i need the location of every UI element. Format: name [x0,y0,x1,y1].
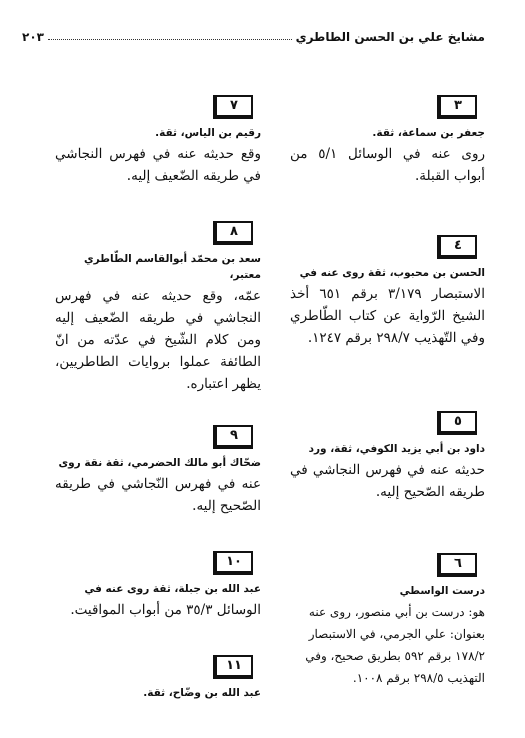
page-number: ٢٠٣ [22,30,44,44]
entry-5 [290,410,485,503]
entry-8 [55,220,261,395]
entry-body: الوسائل ٣٥/٣ من أبواب المواقيت. [70,602,261,618]
entry-4 [290,234,485,349]
header-dot-leader [48,39,292,40]
entry-number: ١١ [213,655,253,679]
entry-heading: سعد بن محمّد أبوالقاسم الطّاطري معتبر، [84,253,261,281]
entry-number: ٤ [437,235,477,259]
entry-9 [55,424,261,517]
entry-3 [290,94,485,187]
entry-number: ٦ [437,553,477,577]
entry-11 [55,654,261,701]
entry-heading: عبد الله بن جبلة، ثقة روى عنه في [84,583,261,595]
entry-number: ٣ [437,95,477,119]
entry-number: ٩ [213,425,253,449]
entry-body: حديثه عنه في فهرس النجاشي في طريقه الصّحيح إليه. [290,462,485,500]
entry-body: وقع حديثه عنه في فهرس النجاشي في طريقه الضّعيف إليه. [55,146,261,184]
entry-heading: داود بن أبي يزيد الكوفي، ثقة، ورد [308,443,485,455]
entry-heading: ضحّاك أبو مالك الحضرمي، ثقة نقة روى [58,457,261,469]
entry-7 [55,94,261,187]
entry-body: عمّه، وقع حديثه عنه في فهرس النجاشي في طريقه الضّعيف إليه ومن كلام الشّيخ في عدّته من انّ الطائفة عملوا بروايات الطاطريين، يظهر اعتباره. [55,288,261,392]
entry-body: عنه في فهرس النّجاشي في طريقه الصّحيح إليه. [55,476,261,514]
entry-body: هو: درست بن أبي منصور، روى عنه بعنوان: علي الجرمي، في الاستبصار ١٧٨/٢ برقم ٥٩٢ بطريق صحيح، وفي التهذيب ٢٩٨/٥ برقم ١٠٠٨. [305,605,485,685]
entry-body: روى عنه في الوسائل ٥/١ من أبواب القبلة. [290,146,485,184]
entry-heading: الحسن بن محبوب، ثقة روى عنه في [299,267,485,279]
entry-number: ٥ [437,411,477,435]
entry-number: ٨ [213,221,253,245]
entry-number: ٧ [213,95,253,119]
entry-10 [55,550,261,621]
entry-heading: عبد الله بن وضّاح، ثقة. [143,687,261,699]
entry-body: الاستبصار ٣/١٧٩ برقم ٦٥١ أخذ الشيخ الرّواية عن كتاب الطّاطري وفي التّهذيب ٢٩٨/٧ برقم ١٢٤٧. [290,286,485,346]
entry-number: ١٠ [213,551,253,575]
entry-heading: رقيم بن الياس، ثقة. [155,127,261,139]
entry-heading: جعفر بن سماعة، ثقة. [372,127,485,139]
entry-6 [290,552,485,689]
entry-heading: درست الواسطي [399,585,485,597]
running-title: مشايخ علي بن الحسن الطاطري [295,30,485,44]
page-header [22,22,485,44]
